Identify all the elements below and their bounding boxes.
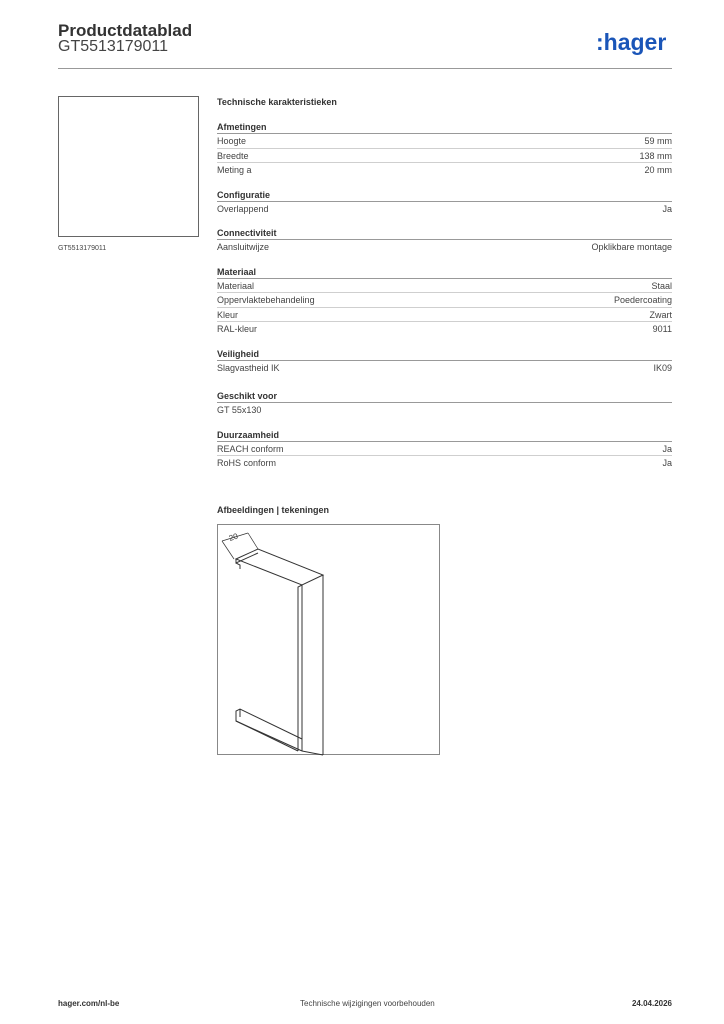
spec-group-geschikt-voor <box>217 389 672 418</box>
spec-label: Oppervlaktebehandeling <box>217 295 315 305</box>
spec-group-title: Materiaal <box>217 265 672 279</box>
spec-value: Zwart <box>649 309 672 320</box>
spec-label: Materiaal <box>217 280 255 291</box>
spec-value: 20 mm <box>644 165 672 175</box>
logo-text: :hager <box>596 29 667 55</box>
spec-row <box>217 240 672 255</box>
spec-label: Breedte <box>217 150 249 161</box>
spec-label: REACH conform <box>217 443 284 454</box>
spec-value: Opklikbare montage <box>591 242 672 252</box>
spec-row <box>217 134 672 149</box>
spec-label: RAL-kleur <box>217 324 258 334</box>
spec-group-afmetingen <box>217 120 672 178</box>
spec-row <box>217 308 672 323</box>
product-code: GT5513179011 <box>58 38 169 55</box>
spec-group-title: Veiligheid <box>217 347 672 361</box>
spec-row <box>217 322 672 337</box>
spec-row <box>217 293 672 308</box>
spec-row <box>217 361 672 376</box>
spec-group-duurzaamheid <box>217 428 672 471</box>
spec-label: GT 55x130 <box>217 405 262 415</box>
spec-group-connectiviteit <box>217 226 672 255</box>
spec-label: Aansluitwijze <box>217 242 270 252</box>
spec-value: Staal <box>651 280 672 291</box>
header-divider <box>58 68 672 69</box>
page-title: Productdatablad <box>58 21 193 40</box>
spec-group-title: Configuratie <box>217 188 672 202</box>
spec-row <box>217 163 672 178</box>
spec-value: 9011 <box>652 324 672 334</box>
specs-section-title: Technische karakteristieken <box>217 97 337 107</box>
spec-row <box>217 442 672 457</box>
spec-row <box>217 403 672 418</box>
spec-group-title: Afmetingen <box>217 120 672 134</box>
spec-label: Kleur <box>217 309 239 320</box>
technical-drawing <box>217 524 440 755</box>
spec-label: Overlappend <box>217 203 269 214</box>
drawings-title: Afbeeldingen | tekeningen <box>217 505 330 515</box>
spec-value: Ja <box>662 458 672 468</box>
dimension-label: 20 <box>227 531 240 543</box>
spec-row <box>217 149 672 164</box>
spec-row <box>217 456 672 471</box>
spec-value: Ja <box>662 443 672 454</box>
spec-value: 138 mm <box>639 150 672 161</box>
spec-value: IK09 <box>653 362 672 373</box>
technical-specs <box>217 96 672 481</box>
hager-logo <box>596 29 674 57</box>
spec-row <box>217 279 672 294</box>
product-image <box>58 96 199 237</box>
spec-label: Meting a <box>217 165 252 175</box>
spec-label: Hoogte <box>217 136 247 146</box>
spec-value: Poedercoating <box>613 295 672 305</box>
spec-label: RoHS conform <box>217 458 277 468</box>
spec-group-title: Connectiviteit <box>217 226 672 240</box>
spec-group-configuratie <box>217 188 672 217</box>
spec-group-title: Geschikt voor <box>217 389 672 403</box>
footer-website[interactable]: hager.com/nl-be <box>58 999 120 1008</box>
cover-profile-drawing <box>218 525 441 756</box>
spec-value: Ja <box>662 203 672 214</box>
product-image-caption: GT5513179011 <box>58 245 107 252</box>
spec-row <box>217 202 672 217</box>
spec-group-materiaal <box>217 265 672 337</box>
footer-date: 24.04.2026 <box>631 999 672 1008</box>
spec-group-veiligheid <box>217 347 672 376</box>
spec-value: 59 mm <box>644 136 672 146</box>
spec-group-title: Duurzaamheid <box>217 428 672 442</box>
footer-notice: Technische wijzigingen voorbehouden <box>300 999 435 1008</box>
spec-label: Slagvastheid IK <box>217 362 280 373</box>
